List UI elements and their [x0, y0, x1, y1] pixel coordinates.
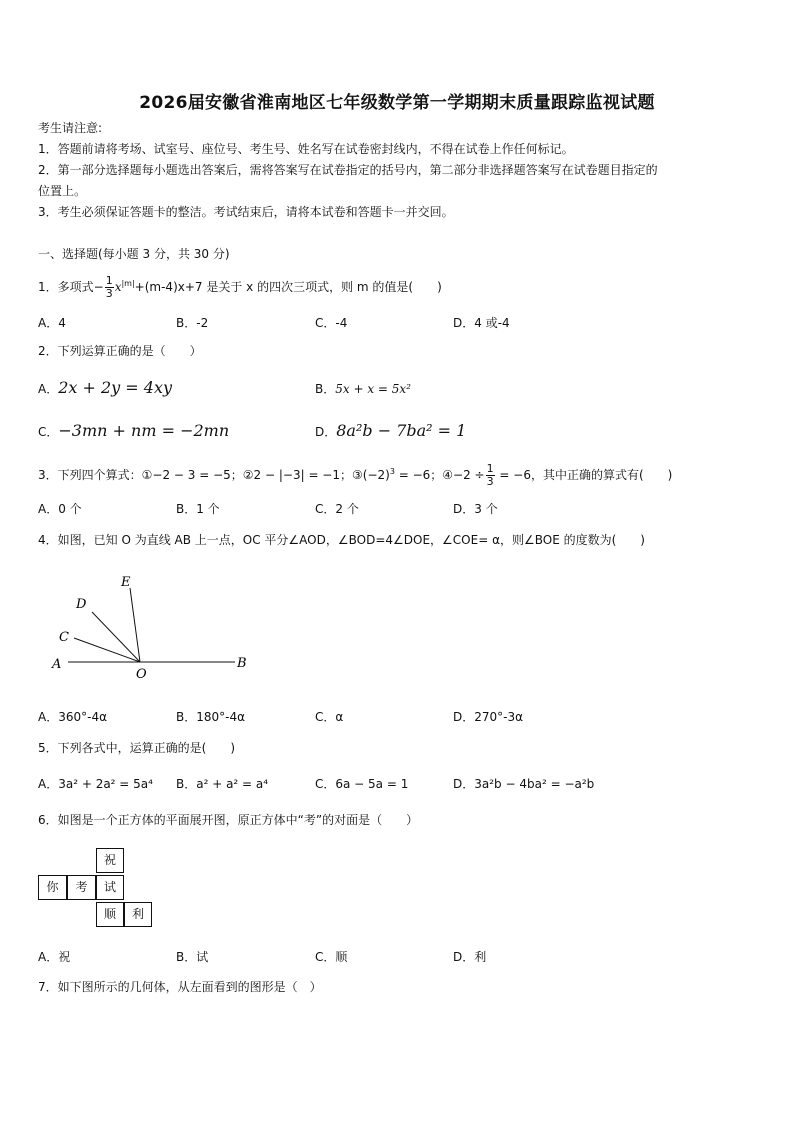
q6-option-d[interactable]: D．利 — [453, 950, 487, 964]
q2-option-d-expr: 8a²b − 7ba² = 1 — [336, 421, 467, 440]
question-6-stem: 6．如图是一个正方体的平面展开图，原正方体中“考”的对面是（ ） — [38, 813, 419, 827]
question-1-stem — [38, 272, 442, 300]
q2-option-a[interactable]: A．2x + 2y = 4xy — [38, 378, 173, 397]
question-7-stem: 7．如下图所示的几何体，从左面看到的图形是（ ） — [38, 980, 322, 994]
net-cell-left: 你 — [38, 875, 67, 900]
ray-od — [92, 612, 140, 662]
notice-heading: 考生请注意: — [38, 121, 103, 135]
q2-option-d[interactable]: D．8a²b − 7ba² = 1 — [315, 421, 467, 440]
page-title: 2026届安徽省淮南地区七年级数学第一学期期末质量跟踪监视试题 — [139, 93, 655, 113]
q1-fraction: $\frac{1}{3}$ — [105, 274, 113, 300]
question-2-stem: 2．下列运算正确的是（ ） — [38, 344, 202, 358]
q4-option-d[interactable]: D．270°-3α — [453, 710, 524, 724]
net-cell-shi: 试 — [96, 875, 124, 900]
q1-prefix: 1．多项式− — [38, 280, 104, 294]
q4-option-c[interactable]: C．α — [315, 710, 344, 724]
q3-option-b[interactable]: B．1 个 — [176, 502, 220, 516]
notice-item-1: 1．答题前请将考场、试室号、座位号、考生号、姓名写在试卷密封线内，不得在试卷上作任何标记。 — [38, 142, 574, 156]
q6-option-c[interactable]: C．顺 — [315, 950, 348, 964]
angle-diagram — [40, 570, 260, 685]
label-c: C — [59, 630, 69, 645]
question-3-stem — [38, 460, 672, 488]
q6-option-a[interactable]: A．祝 — [38, 950, 71, 964]
q4-option-b[interactable]: B．180°-4α — [176, 710, 246, 724]
q6-option-b[interactable]: B．试 — [176, 950, 209, 964]
section-heading: 一、选择题(每小题 3 分，共 30 分) — [38, 247, 230, 261]
net-cell-shun: 顺 — [96, 902, 124, 927]
q5-option-c[interactable]: C．6a − 5a = 1 — [315, 777, 409, 791]
q3-option-a[interactable]: A．0 个 — [38, 502, 82, 516]
label-e: E — [121, 575, 131, 590]
q2-option-c-expr: −3mn + nm = −2mn — [58, 421, 230, 440]
net-cell-li: 利 — [124, 902, 152, 927]
q1-exponent: |m| — [121, 279, 135, 288]
q4-option-a[interactable]: A．360°-4α — [38, 710, 107, 724]
question-4-stem: 4．如图，已知 O 为直线 AB 上一点，OC 平分∠AOD，∠BOD=4∠DOE，∠COE= α，则∠BOE 的度数为( ) — [38, 533, 645, 547]
notice-item-2-cont: 位置上。 — [38, 184, 87, 198]
q1-option-c[interactable]: C．-4 — [315, 316, 348, 330]
q3-stem-part-c: = −6，其中正确的算式有( ) — [495, 468, 673, 482]
question-5-stem: 5．下列各式中，运算正确的是( ) — [38, 741, 235, 755]
q1-option-b[interactable]: B．-2 — [176, 316, 209, 330]
cube-net — [38, 848, 158, 932]
q3-stem-part-b: = −6；④−2 ÷ — [394, 468, 485, 482]
q5-option-a[interactable]: A．3a² + 2a² = 5a⁴ — [38, 777, 153, 791]
ray-oe — [130, 588, 140, 662]
q2-option-c[interactable]: C．−3mn + nm = −2mn — [38, 421, 230, 440]
label-a: A — [52, 657, 62, 672]
q1-option-d[interactable]: D．4 或-4 — [453, 316, 510, 330]
q1-expr-rest: +(m-4)x+7 是关于 x 的四次三项式，则 m 的值是( ) — [134, 280, 442, 294]
q1-expr: x — [114, 280, 122, 294]
q2-option-b[interactable]: B．5x + x = 5x² — [315, 382, 411, 396]
q1-option-a[interactable]: A．4 — [38, 316, 66, 330]
q3-option-d[interactable]: D．3 个 — [453, 502, 498, 516]
q3-stem-part-a: 3．下列四个算式：①−2 − 3 = −5；②2 − |−3| = −1；③(−2) — [38, 468, 390, 482]
q3-fraction: $\frac{1}{3}$ — [486, 462, 494, 488]
label-o: O — [136, 667, 147, 682]
net-cell-top: 祝 — [96, 848, 124, 873]
notice-item-2: 2．第一部分选择题每小题选出答案后，需将答案写在试卷指定的括号内，第二部分非选择题答案写在试卷题目指定的 — [38, 163, 658, 177]
q2-option-b-expr: 5x + x = 5x² — [335, 382, 411, 396]
net-cell-kao: 考 — [67, 875, 96, 900]
q3-option-c[interactable]: C．2 个 — [315, 502, 359, 516]
q5-option-d[interactable]: D．3a²b − 4ba² = −a²b — [453, 777, 595, 791]
q2-option-a-expr: 2x + 2y = 4xy — [58, 378, 173, 397]
ray-oc — [74, 638, 140, 662]
q3-exponent: 3 — [389, 467, 395, 476]
label-d: D — [76, 597, 87, 612]
notice-item-3: 3．考生必须保证答题卡的整洁。考试结束后，请将本试卷和答题卡一并交回。 — [38, 205, 454, 219]
label-b: B — [237, 656, 247, 671]
q5-option-b[interactable]: B．a² + a² = a⁴ — [176, 777, 269, 791]
